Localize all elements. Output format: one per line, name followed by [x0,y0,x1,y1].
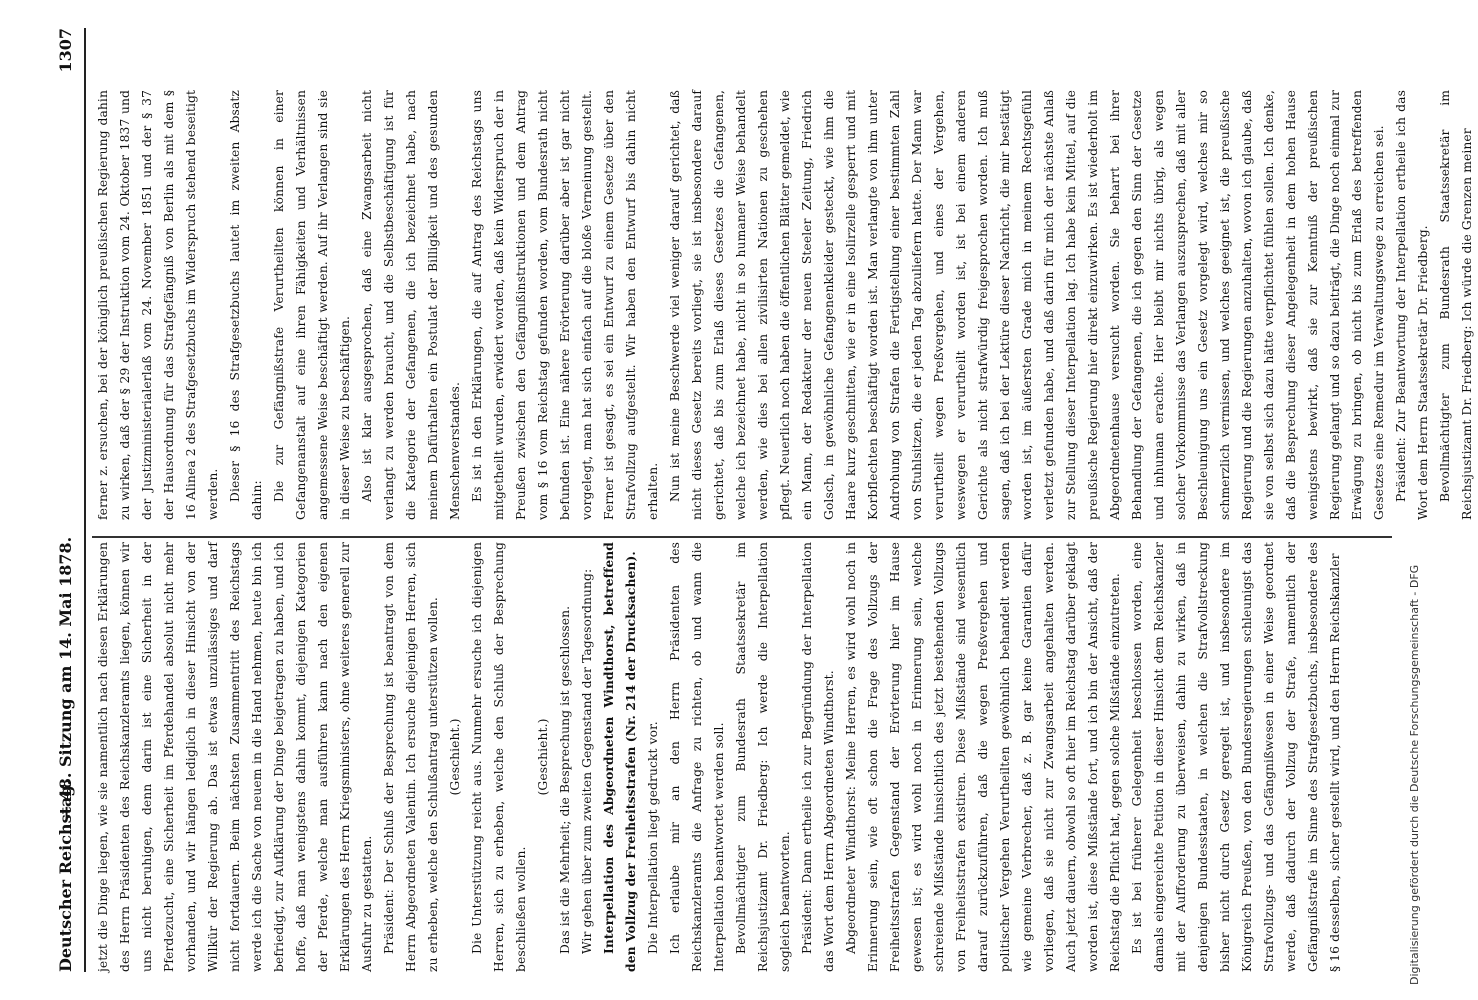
paragraph: Wir gehen über zum zweiten Gegenstand der Tagesordnung: [580,568,594,954]
column-divider [92,536,1392,538]
right-column [92,90,1474,520]
paragraph: Also ist klar ausgesprochen, daß eine Zwangsarbeit nicht verlangt zu werden braucht, und die Selbstbeschäftigung ist für die Kategorie der Gefangenen, die ich bezeichnet habe, nach meinem Dafürhalten ein Postulat der Billigkeit und des gesunden Menschenverstandes. [360,90,462,520]
paragraph: Ich erlaube mir an den Herrn Präsidenten des Reichskanzleramts die Anfrage zu richten, ob und wann die Interpellation beantwortet werden soll. [668,542,726,972]
stage-direction: (Geschieht.) [448,718,462,796]
paragraph: Dieser § 16 des Strafgesetzbuchs lautet im zweiten Absatz dahin: [228,90,264,520]
paragraph: Präsident: Dann ertheile ich zur Begründung der Interpellation das Wort dem Herrn Abgeordneten Windthorst. [800,542,836,972]
paragraph: Das ist die Mehrheit; die Besprechung ist geschlossen. [558,605,572,954]
paragraph: Nun ist meine Beschwerde viel weniger darauf gerichtet, daß nicht dieses Gesetz bereits vorliegt, sie ist insbesondere darauf gerichtet, daß bis zum Erlaß dieses Gesetzes die Gefangenen, welche ich bezeichnet habe, nicht in so humaner Weise behandelt werden, wie dies bei allen zivilisirten Nationen zu geschehen pflegt. Neuerlich noch haben die öffentlichen Blätter gemeldet, wie ein Mann, der Redakteur der neuen Steeler Zeitung, Friedrich Golsch, in gewöhnliche Gefangenenkleider gesteckt, wie ihm die Haare kurz geschnitten, wie er in eine Isolirzelle gesperrt und mit Korbflechten beschäftigt worden ist. Man verlangte von ihm unter Androhung von Strafen die Fertigstellung einer bestimmten Zahl von Stuhlsitzen, die er jeden Tag abzuliefern hatte. Der Mann war verurtheilt wegen Preßvergehen, und eines der Vergehen, weswegen er verurtheilt worden ist, ist bei einem anderen Gerichte als nicht strafwürdig freigesprochen worden. Ich muß sagen, daß ich bei der Lektüre dieser Nachricht, die mir bestätigt worden ist, im äußersten Grade mich in meinem Rechtsgefühl verletzt gefunden habe, und daß darin für mich der nächste Anlaß zur Stellung dieser Interpellation lag. Ich habe kein Mittel, auf die preußische Regierung hier direkt einzuwirken. Es ist wiederholt im Abgeordnetenhause versucht worden. Sie beharrt bei ihrer Behandlung der Gefangenen, die ich gegen den Sinn der Gesetze und inhuman erachte. Hier bleibt mir nichts übrig, als wegen solcher Vorkommnisse das Verlangen auszusprechen, daß mit aller Beschleunigung uns ein Gesetz vorgelegt wird, welches mir so schmerzlich vermissen, und welches geeignet ist, die preußische Regierung und die Regierungen anzuhalten, wovon ich glaube, daß sie von selbst sich dazu hätte verpflichtet fühlen sollen. Ich denke, daß die Besprechung dieser Angelegenheit in dem hohen Hause wenigstens bewirkt, daß sie zur Kenntniß der preußischen Regierung gelangt und so dazu beiträgt, die Dinge noch einmal zur Erwägung zu bringen, ob nicht bis zum Erlaß des betreffenden Gesetzes eine Remedur im Verwaltungswege zu erreichen sei. [668,90,1386,520]
paragraph: Die Unterstützung reicht aus. Nunmehr ersuche ich diejenigen Herren, sich zu erheben, welche den Schluß der Besprechung beschließen wollen. [470,542,528,972]
page-header [50,28,86,972]
paragraph: Bevollmächtigter zum Bundesrath Staatssekretär im Reichsjustizamt Dr. Friedberg: Ich würde die Grenzen meiner [1438,90,1474,520]
page-number: 1307 [56,28,75,73]
paragraph: Bevollmächtigter zum Bundesrath Staatssekretär im Reichsjustizamt Dr. Friedberg: Ich werde die Interpellation sogleich beantworten. [734,542,792,972]
paragraph: Abgeordneter Windthorst: Meine Herren, es wird wohl noch in Erinnerung sein, wie oft schon die Frage des Vollzugs der Freiheitsstrafen Gegenstand der Erörterung hier im Hause gewesen ist; es wird wohl noch in Erinnerung sein, welche schreiende Mißstände hinsichtlich des jetzt bestehenden Vollzugs von Freiheitsstrafen existiren. Diese Mißstände sind wesentlich darauf zurückzuführen, daß die wegen Preßvergehen und politischer Vergehen Verurtheilten gewöhnlich behandelt werden wie gemeine Verbrecher, daß z. B. gar keine Garantien dafür vorliegen, daß sie nicht zur Zwangsarbeit angehalten werden. Auch jetzt dauern, obwohl so oft hier im Reichstag darüber geklagt worden ist, diese Mißstände fort, und ich bin der Ansicht, daß der Reichstag die Pflicht hat, gegen solche Mißstände einzutreten. [844,542,1122,972]
header-session: — 48. Sitzung am 14. Mai 1878. [56,536,75,822]
left-column [92,542,1392,972]
header-publication: Deutscher Reichstag. [56,779,75,972]
dfg-funding-note: Digitalisierung gefördert durch die Deutsche Forschungsgemeinschaft - DFG [1408,564,1421,985]
paragraph: Es ist in den Erklärungen, die auf Antrag des Reichstags uns mitgetheilt wurden, erwidert worden, daß kein Widerspruch der in Preußen zwischen den Gefängnißinstruktionen und dem Antrag vom § 16 vom Reichstag gefunden worden, vom Bundesrath nicht befunden ist. Eine nähere Erörterung darüber aber ist gar nicht vorgelegt, man hat sich einfach auf die bloße Verneinung gestellt. Ferner ist gesagt, es sei ein Entwurf zu einem Gesetze über den Strafvollzug aufgestellt. Wir haben den Entwurf bis dahin nicht erhalten. [470,90,660,520]
quoted-paragraph: Die zur Gefängnißstrafe Verurtheilten können in einer Gefangenanstalt auf eine ihren Fähigkeiten und Verhältnissen angemessene Weise beschäftigt werden. Auf ihr Verlangen sind sie in dieser Weise zu beschäftigen. [272,90,352,520]
paragraph: jetzt die Dinge liegen, wie sie namentlich nach diesen Erklärungen des Herrn Präsidenten des Reichskanzleramts liegen, können wir uns nicht beruhigen, denn darin ist eine Sicherheit in der Pferdezucht, eine Sicherheit im Pferdehandel absolut nicht mehr vorhanden, und wir hängen lediglich in dieser Hinsicht von der Willkür der Regierung ab. Das ist etwas unzulässiges und darf nicht fortdauern. Beim nächsten Zusammentritt des Reichstags werde ich die Sache von neuem in die Hand nehmen, heute bin ich befriedigt, zur Aufklärung der Dinge beigetragen zu haben, und ich hoffe, daß man wenigstens dahin kommt, diejenigen Kategorien der Pferde, welche man ausführen kann nach den eigenen Erklärungen des Herrn Kriegsministers, ohne weiteres generell zur Ausfuhr zu gestatten. [96,542,374,972]
paragraph: Die Interpellation liegt gedruckt vor. [646,721,660,954]
stage-direction: (Geschieht.) [536,718,550,796]
paragraph: Es ist bei früherer Gelegenheit beschlossen worden, eine damals eingereichte Petition in dieser Hinsicht dem Reichskanzler mit der Aufforderung zu überweisen, dahin zu wirken, daß in denjenigen Bundesstaaten, in welchen die Strafvollstreckung bisher nicht durch Gesetz geregelt ist, und insbesondere im Königreich Preußen, von den Bundesregierungen schleunigst das Strafvollzugs- und das Gefängnißwesen in einer Weise geordnet werde, daß dadurch der Vollzug der Strafe, namentlich der Gefängnißstrafe im Sinne des Strafgesetzbuchs, insbesondere des § 16 desselben, sicher gestellt wird, und den Herrn Reichskanzler [1130,542,1342,972]
agenda-item: Interpellation des Abgeordneten Windthorst, betreffend den Vollzug der Freiheitsstrafen (Nr. 214 der Drucksachen). [601,542,638,972]
paragraph: ferner z. ersuchen, bei der königlich preußischen Regierung dahin zu wirken, daß der § 29 der Instruktion vom 24. Oktober 1837 und der Justizministerialerlaß vom 24. November 1851 und der § 37 der Hausordnung für das Strafgefängniß von Berlin als mit dem § 16 Alinea 2 des Strafgesetzbuchs im Widerspruch stehend beseitigt werden. [96,90,220,520]
paragraph: Präsident: Der Schluß der Besprechung ist beantragt von dem Herrn Abgeordneten Valentin. Ich ersuche diejenigen Herren, sich zu erheben, welche den Schlußantrag unterstützen wollen. [382,542,440,972]
paragraph: Präsident: Zur Beantwortung der Interpellation ertheile ich das Wort dem Herrn Staatssekretär Dr. Friedberg. [1394,90,1430,520]
